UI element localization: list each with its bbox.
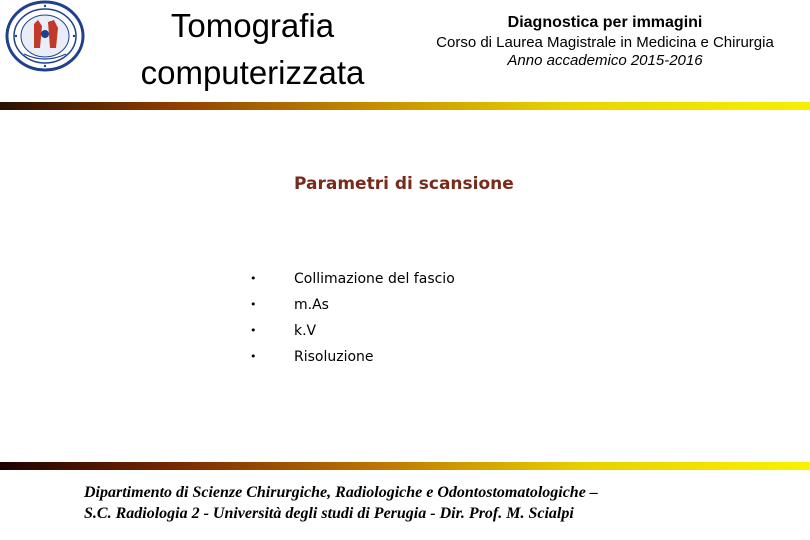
title-line-2: computerizzata [140,54,365,91]
bullet-item-mas [250,292,455,318]
bullet-list [250,266,455,370]
bullet-label: Collimazione del fascio [294,271,455,287]
bullet-icon: • [250,298,257,311]
page-title [100,2,405,96]
bullet-item-kv [250,318,455,344]
footer-divider [0,462,810,470]
bullet-label: m.As [294,297,329,313]
course-name: Corso di Laurea Magistrale in Medicina e Chirurgia [436,34,774,51]
bullet-icon: • [250,272,257,285]
bullet-item-collimation [250,266,455,292]
header-divider [0,102,810,110]
footer [84,482,784,524]
course-heading: Diagnostica per immagini [507,14,703,31]
bullet-item-resolution [250,344,455,370]
bullet-icon: • [250,350,257,363]
bullet-label: Risoluzione [294,349,374,365]
academic-year: Anno accademico 2015-2016 [507,52,703,69]
course-info [405,12,805,70]
bullet-icon: • [250,324,257,337]
section-title: Parametri di scansione [294,174,514,194]
title-line-1: Tomografia [170,7,335,44]
footer-line-1: Dipartimento di Scienze Chirurgiche, Radiologiche e Odontostomatologiche – [84,484,598,501]
bullet-label: k.V [294,323,317,339]
university-seal-icon [4,0,86,72]
footer-line-2: S.C. Radiologia 2 - Università degli studi di Perugia - Dir. Prof. M. Scialpi [84,505,574,522]
